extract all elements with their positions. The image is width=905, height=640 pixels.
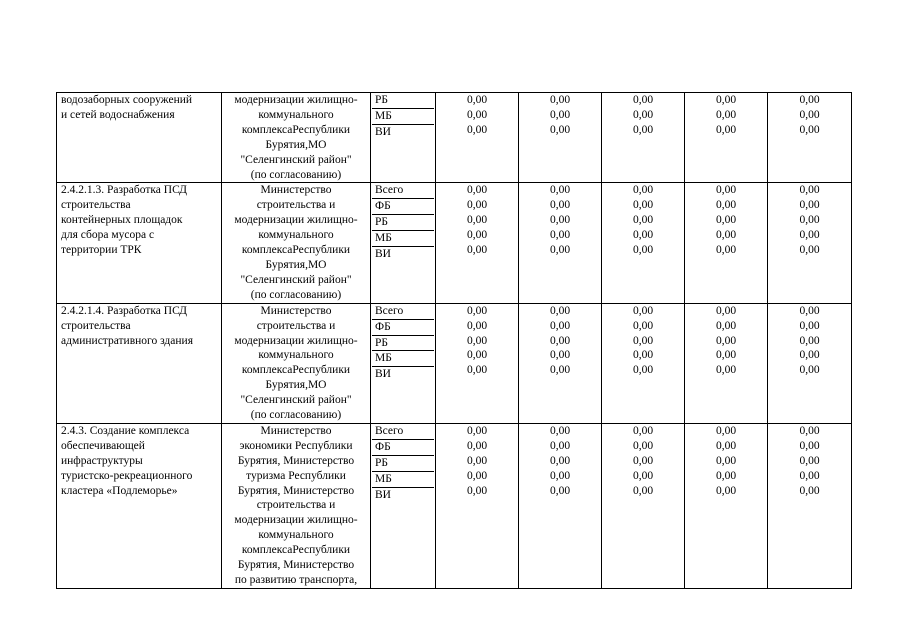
executor-cell (222, 183, 371, 303)
amount-value: 0,00 (466, 469, 488, 482)
amount-value: 0,00 (466, 349, 488, 362)
funding-source-cell (371, 303, 436, 423)
amount-value: 0,00 (632, 108, 654, 121)
amount-value: 0,00 (466, 439, 488, 452)
amount-value: 0,00 (799, 319, 820, 332)
activity-name-line: 2.4.2.1.3. Разработка ПСД (61, 184, 188, 197)
executor-line: Бурятия,МО (265, 258, 327, 271)
funding-source-label: РБ (372, 455, 434, 471)
funding-source-label: ВИ (372, 366, 434, 382)
amount-value: 0,00 (549, 244, 571, 257)
amount-value: 0,00 (466, 123, 488, 136)
amount-value: 0,00 (466, 334, 488, 347)
activity-name-cell (57, 93, 222, 183)
amount-value: 0,00 (799, 349, 820, 362)
funding-source-cell (371, 183, 436, 303)
activity-name-line: туристско-рекреационного (61, 469, 193, 482)
amount-value: 0,00 (715, 304, 737, 317)
activity-name-line: водозаборных сооружений (61, 94, 193, 106)
amount-value: 0,00 (549, 108, 571, 121)
amount-value: 0,00 (632, 469, 654, 482)
funding-source-label: ВИ (372, 124, 434, 140)
executor-line: коммунального (258, 229, 334, 242)
amount-cell (768, 303, 852, 423)
amount-value: 0,00 (715, 184, 737, 197)
executor-line: строительства и (256, 199, 336, 212)
funding-source-label: МБ (372, 471, 434, 487)
amount-value: 0,00 (799, 334, 820, 347)
amount-value: 0,00 (632, 94, 654, 106)
executor-line: Бурятия,МО (265, 379, 327, 392)
funding-source-label: РБ (372, 335, 434, 351)
executor-line: строительства и (256, 319, 336, 332)
funding-source-label: МБ (372, 350, 434, 366)
funding-source-label: МБ (372, 108, 434, 124)
executor-line: туризма Республики (246, 469, 346, 482)
amount-value: 0,00 (549, 319, 571, 332)
amount-value: 0,00 (632, 244, 654, 257)
amount-cell (519, 303, 602, 423)
activity-name-line: административного здания (61, 334, 193, 347)
funding-source-label: ВИ (372, 246, 434, 262)
amount-value: 0,00 (466, 364, 488, 377)
executor-line: комплексаРеспублики (241, 544, 351, 557)
executor-line: Министерство (260, 424, 332, 437)
amount-value: 0,00 (549, 123, 571, 136)
amount-value: 0,00 (632, 319, 654, 332)
table-row (57, 93, 852, 183)
amount-value: 0,00 (549, 94, 571, 106)
amount-value: 0,00 (799, 484, 820, 497)
amount-value: 0,00 (632, 123, 654, 136)
amount-value: 0,00 (549, 199, 571, 212)
activity-name-cell (57, 183, 222, 303)
activity-name-line: кластера «Подлеморье» (61, 484, 178, 497)
amount-value: 0,00 (466, 199, 488, 212)
amount-value: 0,00 (632, 364, 654, 377)
table-row (57, 303, 852, 423)
table-row (57, 423, 852, 588)
amount-value: 0,00 (715, 94, 737, 106)
amount-value: 0,00 (549, 469, 571, 482)
program-table (56, 92, 852, 589)
amount-value: 0,00 (715, 349, 737, 362)
executor-line: коммунального (258, 108, 334, 121)
funding-source-cell (371, 93, 436, 183)
executor-line: Министерство (260, 184, 332, 197)
executor-line: "Селенгинский район" (240, 153, 352, 166)
amount-value: 0,00 (466, 319, 488, 332)
amount-value: 0,00 (715, 108, 737, 121)
executor-line: строительства и (256, 499, 336, 512)
funding-source-cell (371, 423, 436, 588)
amount-value: 0,00 (715, 469, 737, 482)
executor-line: Министерство (260, 304, 332, 317)
amount-value: 0,00 (549, 349, 571, 362)
amount-cell (685, 93, 768, 183)
executor-line: модернизации жилищно- (234, 94, 358, 106)
amount-value: 0,00 (466, 424, 488, 437)
amount-value: 0,00 (466, 94, 488, 106)
executor-line: по развитию транспорта, (234, 574, 358, 586)
amount-value: 0,00 (632, 334, 654, 347)
amount-cell (685, 183, 768, 303)
executor-line: комплексаРеспублики (241, 123, 351, 136)
amount-cell (768, 93, 852, 183)
table-row (57, 183, 852, 303)
amount-value: 0,00 (549, 484, 571, 497)
activity-name-cell (57, 423, 222, 588)
amount-value: 0,00 (799, 469, 820, 482)
activity-name-line: контейнерных площадок (61, 214, 183, 227)
funding-source-label: МБ (372, 230, 434, 246)
amount-value: 0,00 (799, 424, 820, 437)
amount-value: 0,00 (466, 229, 488, 242)
activity-name-line: 2.4.3. Создание комплекса (61, 424, 190, 437)
amount-value: 0,00 (466, 244, 488, 257)
amount-cell (768, 183, 852, 303)
funding-source-label: Всего (375, 184, 404, 197)
executor-cell (222, 423, 371, 588)
amount-value: 0,00 (466, 214, 488, 227)
amount-value: 0,00 (632, 304, 654, 317)
executor-line: комплексаРеспублики (241, 244, 351, 257)
activity-name-line: инфраструктуры (61, 454, 143, 467)
amount-value: 0,00 (632, 454, 654, 467)
amount-cell (602, 303, 685, 423)
amount-value: 0,00 (632, 184, 654, 197)
activity-name-line: обеспечивающей (61, 439, 145, 452)
amount-cell (602, 183, 685, 303)
executor-line: "Селенгинский район" (240, 273, 352, 286)
amount-value: 0,00 (799, 94, 820, 106)
amount-value: 0,00 (549, 214, 571, 227)
amount-cell (436, 183, 519, 303)
amount-value: 0,00 (715, 424, 737, 437)
amount-value: 0,00 (715, 123, 737, 136)
amount-cell (519, 423, 602, 588)
executor-cell (222, 303, 371, 423)
amount-value: 0,00 (715, 244, 737, 257)
activity-name-line: и сетей водоснабжения (61, 108, 175, 121)
executor-line: Бурятия,МО (265, 138, 327, 151)
funding-source-label: Всего (375, 304, 404, 317)
amount-value: 0,00 (799, 229, 820, 242)
amount-value: 0,00 (466, 454, 488, 467)
amount-value: 0,00 (549, 454, 571, 467)
amount-value: 0,00 (632, 214, 654, 227)
amount-value: 0,00 (549, 334, 571, 347)
executor-line: модернизации жилищно- (234, 514, 358, 527)
amount-value: 0,00 (549, 229, 571, 242)
executor-line: модернизации жилищно- (234, 214, 358, 227)
amount-value: 0,00 (799, 184, 820, 197)
amount-value: 0,00 (632, 229, 654, 242)
amount-value: 0,00 (799, 439, 820, 452)
amount-value: 0,00 (715, 364, 737, 377)
amount-cell (519, 183, 602, 303)
activity-name-line: строительства (61, 319, 131, 332)
amount-cell (768, 423, 852, 588)
amount-value: 0,00 (799, 304, 820, 317)
amount-cell (685, 423, 768, 588)
amount-value: 0,00 (799, 454, 820, 467)
activity-name-line: 2.4.2.1.4. Разработка ПСД (61, 304, 188, 317)
funding-source-label: РБ (375, 94, 388, 106)
amount-cell (436, 423, 519, 588)
amount-value: 0,00 (715, 439, 737, 452)
funding-source-label: Всего (375, 424, 404, 437)
funding-source-label: РБ (372, 214, 434, 230)
amount-value: 0,00 (715, 484, 737, 497)
amount-cell (519, 93, 602, 183)
amount-cell (602, 423, 685, 588)
executor-line: Бурятия, Министерство (237, 484, 355, 497)
amount-value: 0,00 (466, 108, 488, 121)
executor-line: модернизации жилищно- (234, 334, 358, 347)
amount-value: 0,00 (466, 304, 488, 317)
amount-value: 0,00 (715, 334, 737, 347)
amount-value: 0,00 (549, 304, 571, 317)
executor-line: (по согласованию) (250, 168, 342, 181)
amount-value: 0,00 (549, 439, 571, 452)
activity-name-line: территории ТРК (61, 244, 142, 257)
amount-value: 0,00 (549, 364, 571, 377)
amount-value: 0,00 (715, 319, 737, 332)
activity-name-line: строительства (61, 199, 131, 212)
executor-line: (по согласованию) (250, 288, 342, 301)
amount-value: 0,00 (799, 214, 820, 227)
executor-line: "Селенгинский район" (240, 394, 352, 407)
amount-value: 0,00 (715, 229, 737, 242)
amount-cell (436, 303, 519, 423)
amount-value: 0,00 (715, 454, 737, 467)
amount-value: 0,00 (549, 184, 571, 197)
amount-value: 0,00 (715, 214, 737, 227)
activity-name-line: для сбора мусора с (61, 229, 155, 242)
executor-line: коммунального (258, 529, 334, 542)
amount-value: 0,00 (632, 484, 654, 497)
amount-value: 0,00 (715, 199, 737, 212)
amount-value: 0,00 (632, 439, 654, 452)
activity-name-cell (57, 303, 222, 423)
amount-value: 0,00 (466, 184, 488, 197)
executor-line: коммунального (258, 349, 334, 362)
amount-cell (436, 93, 519, 183)
amount-cell (685, 303, 768, 423)
executor-line: Бурятия, Министерство (237, 559, 355, 572)
amount-value: 0,00 (632, 199, 654, 212)
amount-value: 0,00 (466, 484, 488, 497)
amount-value: 0,00 (632, 349, 654, 362)
executor-line: Бурятия, Министерство (237, 454, 355, 467)
amount-value: 0,00 (799, 244, 820, 257)
funding-source-label: ФБ (372, 439, 434, 455)
executor-cell (222, 93, 371, 183)
executor-line: (по согласованию) (250, 409, 342, 422)
amount-cell (602, 93, 685, 183)
funding-source-label: ФБ (372, 319, 434, 335)
executor-line: комплексаРеспублики (241, 364, 351, 377)
funding-source-label: ВИ (372, 487, 434, 503)
executor-line: экономики Республики (239, 439, 353, 452)
amount-value: 0,00 (549, 424, 571, 437)
amount-value: 0,00 (799, 364, 820, 377)
amount-value: 0,00 (799, 108, 820, 121)
amount-value: 0,00 (799, 123, 820, 136)
amount-value: 0,00 (632, 424, 654, 437)
funding-source-label: ФБ (372, 198, 434, 214)
amount-value: 0,00 (799, 199, 820, 212)
